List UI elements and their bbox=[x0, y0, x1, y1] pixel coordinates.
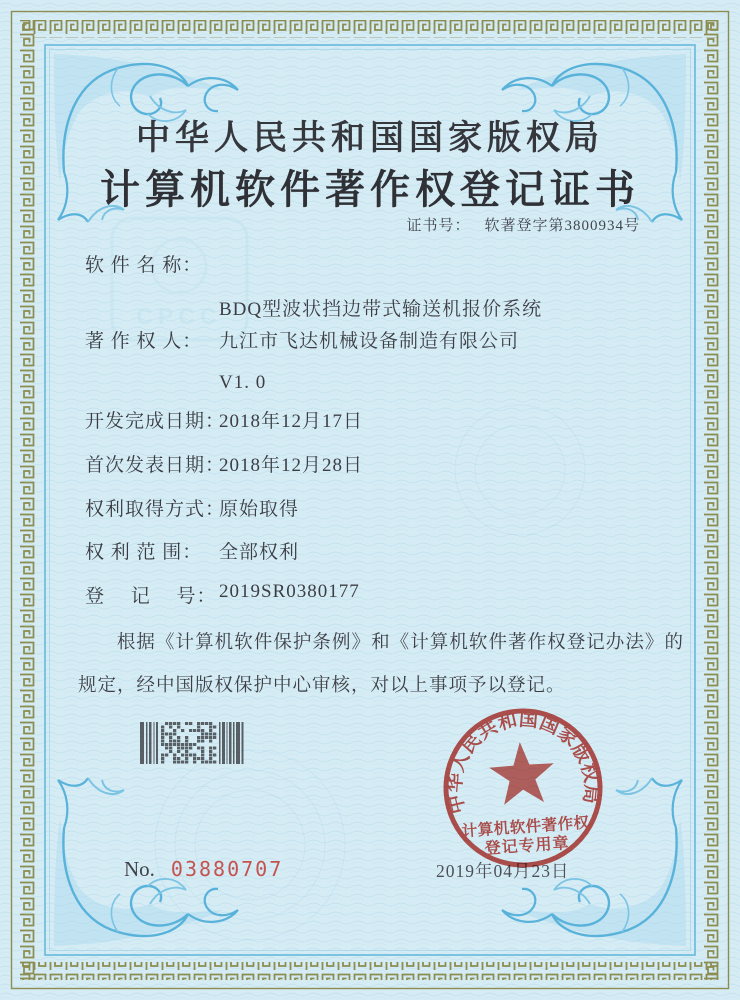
field-value: 九江市飞达机械设备制造有限公司 bbox=[219, 331, 520, 352]
field-row-acquisition-method bbox=[85, 494, 299, 521]
issuer-title: 中华人民共和国国家版权局 bbox=[136, 120, 604, 157]
certificate-title: 计算机软件著作权登记证书 bbox=[100, 167, 640, 212]
field-row-copyright-owner bbox=[85, 326, 519, 353]
seal-line1: 计算机软件著作权 bbox=[461, 814, 591, 841]
field-label: 登 记 号： bbox=[85, 586, 217, 607]
field-label: 著 作 权 人： bbox=[85, 331, 203, 352]
field-row-completion-date bbox=[85, 406, 363, 433]
field-value: 原始取得 bbox=[219, 499, 300, 520]
registration-statement: 根据《计算机软件保护条例》和《计算机软件著作权登记办法》的规定，经中国版权保护中心审核，对以上事项予以登记。 bbox=[78, 633, 684, 696]
certificate-number bbox=[406, 214, 640, 235]
serial-number-block bbox=[124, 857, 283, 882]
field-label: 权利取得方式： bbox=[85, 499, 226, 520]
cpcc-watermark-text: CPCC bbox=[136, 303, 222, 329]
field-row-first-publication-date bbox=[85, 450, 363, 477]
field-label: 首次发表日期： bbox=[85, 455, 226, 476]
serial-number: 03880707 bbox=[170, 857, 284, 881]
field-row-registration-number bbox=[85, 581, 360, 608]
field-value: 2019SR0380177 bbox=[219, 581, 360, 602]
seal-date: 2019年04月23日 bbox=[436, 861, 570, 881]
field-label: 权 利 范 围： bbox=[85, 542, 203, 563]
field-label: 开发完成日期： bbox=[85, 411, 226, 432]
field-value: 2018年12月17日 bbox=[219, 411, 364, 432]
field-value: 全部权利 bbox=[219, 542, 300, 563]
certificate-number-value: 软著登字第3800934号 bbox=[484, 218, 640, 234]
software-name-line1: BDQ型波状挡边带式输送机报价系统 bbox=[219, 299, 543, 320]
official-seal bbox=[433, 698, 623, 888]
seal-ring-text: 中华人民共和国国家版权局 bbox=[444, 709, 602, 816]
seal-line2: 登记专用章 bbox=[484, 834, 571, 858]
field-value: 2018年12月28日 bbox=[219, 455, 364, 476]
serial-prefix: No. bbox=[124, 857, 155, 881]
software-version: V1. 0 bbox=[219, 372, 267, 393]
certificate-number-label: 证书号： bbox=[406, 218, 471, 234]
field-label: 软 件 名 称： bbox=[85, 255, 203, 276]
field-row-rights-scope bbox=[85, 537, 299, 564]
seal-star-icon bbox=[488, 740, 557, 806]
